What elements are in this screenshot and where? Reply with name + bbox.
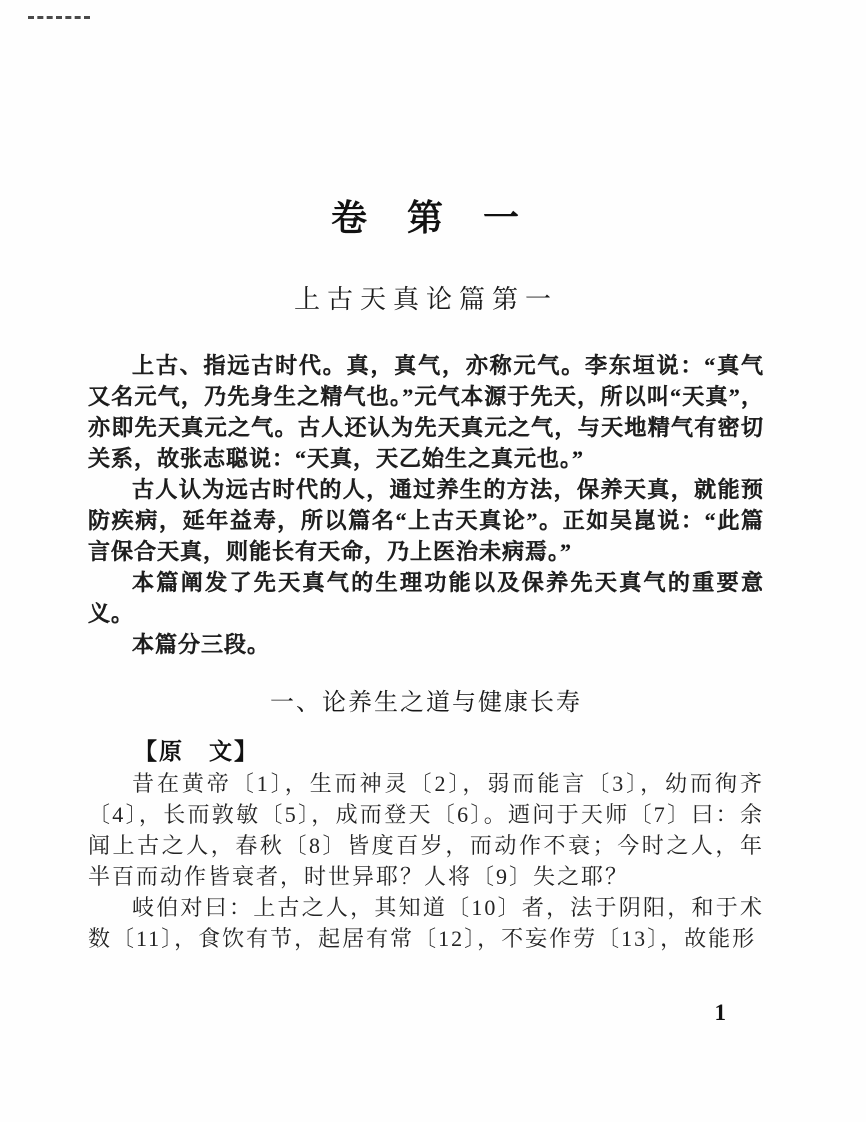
section-heading: 一、论养生之道与健康长寿 bbox=[270, 690, 582, 716]
intro-paragraph-3: 本篇阐发了先天真气的生理功能以及保养先天真气的重要意义。 bbox=[88, 570, 764, 626]
original-paragraph-1: 昔在黄帝〔1〕，生而神灵〔2〕，弱而能言〔3〕，幼而徇齐〔4〕，长而敦敏〔5〕，成而登天〔6〕。迺问于天师〔7〕曰：余闻上古之人，春秋〔8〕皆度百岁，而动作不衰；今时之人，年半百而动作皆衰者，时世异耶？人将〔9〕失之耶？ bbox=[88, 771, 764, 889]
intro-paragraph-1: 上古、指远古时代。真，真气，亦称元气。李东垣说：“真气又名元气，乃先身生之精气也。”元气本源于先天，所以叫“天真”，亦即先天真元之气。古人还认为先天真元之气，与天地精气有密切关系，故张志聪说：“天真，天乙始生之真元也。” bbox=[88, 353, 764, 471]
scan-artifact-dashes bbox=[28, 16, 90, 19]
volume-title: 卷 第 一 bbox=[330, 198, 521, 238]
intro-paragraph-2: 古人认为远古时代的人，通过养生的方法，保养天真，就能预防疾病，延年益寿，所以篇名“上古天真论”。正如吴崑说：“此篇言保合天真，则能长有天命，乃上医治未病焉。” bbox=[88, 477, 764, 564]
page-number: 1 bbox=[714, 1000, 726, 1025]
intro-paragraph-4: 本篇分三段。 bbox=[132, 632, 271, 657]
chapter-title: 上古天真论篇第一 bbox=[293, 285, 558, 314]
original-paragraph-2: 岐伯对曰：上古之人，其知道〔10〕者，法于阴阳，和于术数〔11〕，食饮有节，起居有常〔12〕，不妄作劳〔13〕，故能形 bbox=[88, 895, 764, 951]
original-text-label: 【原 文】 bbox=[134, 739, 259, 764]
